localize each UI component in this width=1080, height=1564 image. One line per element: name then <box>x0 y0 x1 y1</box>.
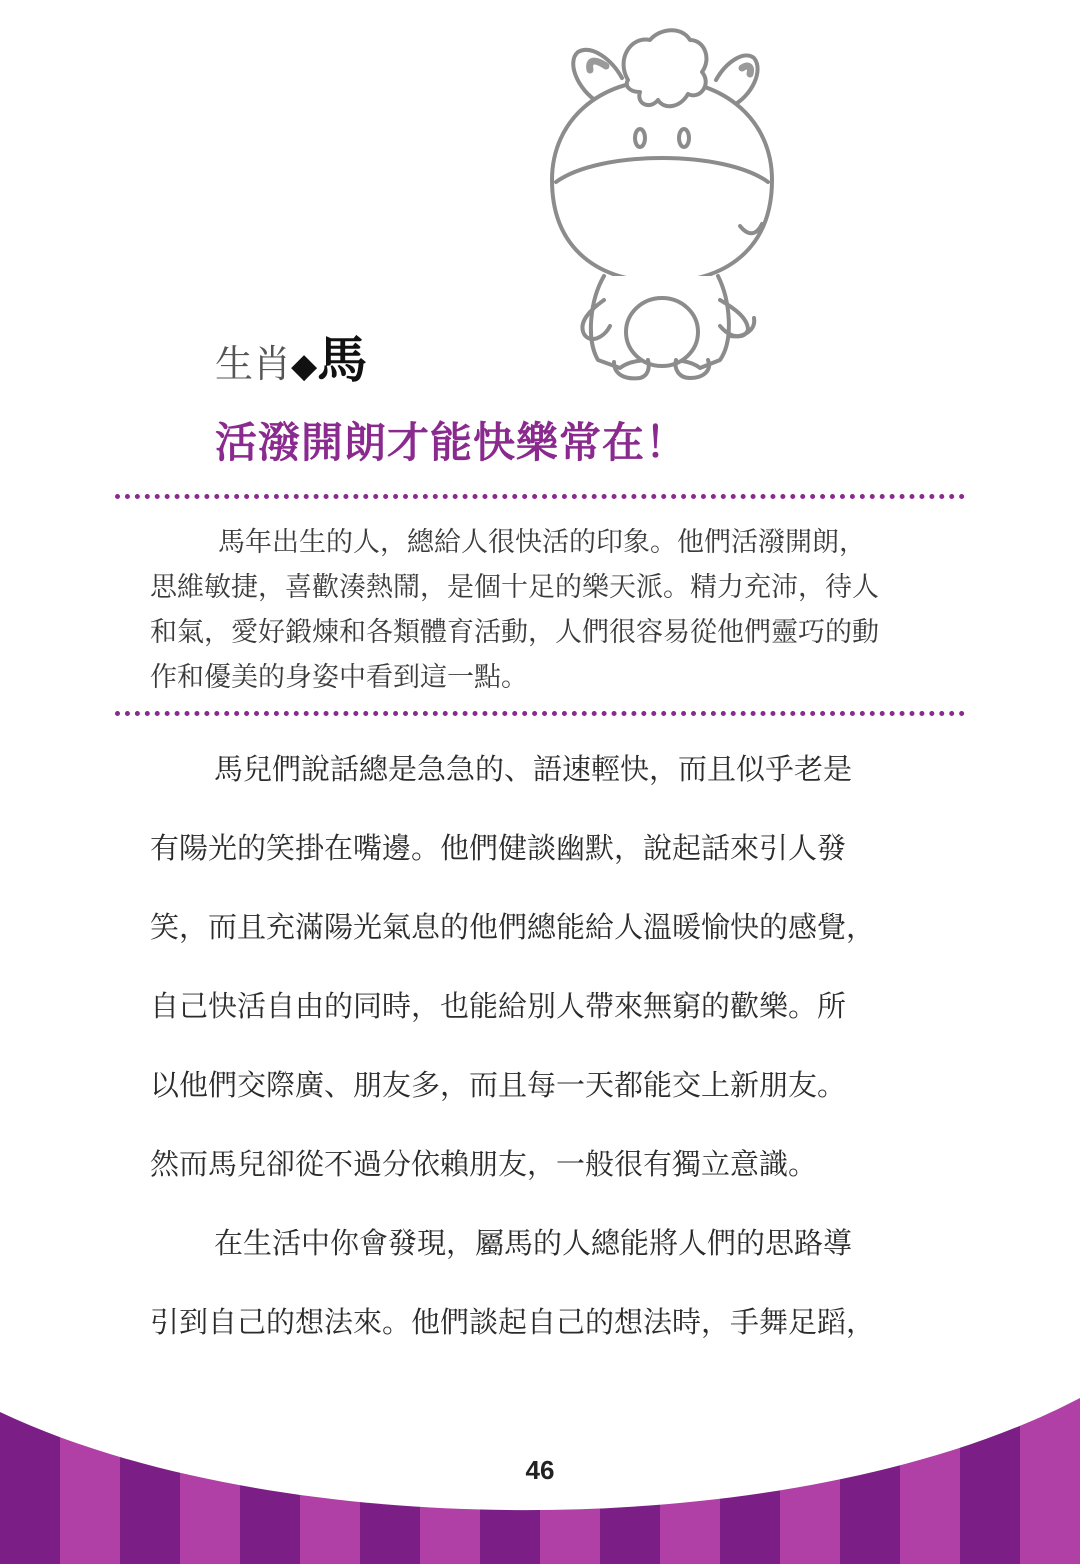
chapter-subtitle: 活潑開朗才能快樂常在！ <box>215 418 689 467</box>
body-line: 引到自己的想法來。他們談起自己的想法時，手舞足蹈， <box>150 1305 876 1339</box>
dotted-divider-top <box>115 494 965 499</box>
diamond-icon: ◆ <box>291 346 318 386</box>
body-line: 以他們交際廣、朋友多，而且每一天都能交上新朋友。 <box>150 1068 847 1102</box>
body-line: 笑，而且充滿陽光氣息的他們總能給人溫暖愉快的感覺， <box>150 910 876 944</box>
body-line: 馬兒們說話總是急急的、語速輕快，而且似乎老是 <box>214 752 853 786</box>
body-line: 在生活中你會發現，屬馬的人總能將人們的思路導 <box>214 1226 853 1260</box>
body-line: 自己快活自由的同時，也能給別人帶來無窮的歡樂。所 <box>150 989 847 1023</box>
heading-prefix: 生肖 <box>215 342 292 386</box>
body-line: 有陽光的笑掛在嘴邊。他們健談幽默，說起話來引人發 <box>150 831 847 865</box>
page-number: 46 <box>525 1455 555 1485</box>
chapter-heading <box>215 330 368 389</box>
horse-mascot-icon <box>540 20 790 390</box>
body-text <box>150 730 950 1362</box>
intro-line: 和氣，愛好鍛煉和各類體育活動，人們很容易從他們靈巧的動 <box>150 617 879 648</box>
intro-line: 馬年出生的人，總給人很快活的印象。他們活潑開朗， <box>218 527 866 558</box>
body-line: 然而馬兒卻從不過分依賴朋友，一般很有獨立意識。 <box>150 1147 818 1181</box>
intro-line: 思維敏捷，喜歡湊熱鬧，是個十足的樂天派。精力充沛，待人 <box>150 572 879 603</box>
dotted-divider-bottom <box>115 711 965 716</box>
intro-paragraph <box>150 520 940 700</box>
intro-line: 作和優美的身姿中看到這一點。 <box>150 662 528 693</box>
heading-animal: 馬 <box>317 330 368 389</box>
